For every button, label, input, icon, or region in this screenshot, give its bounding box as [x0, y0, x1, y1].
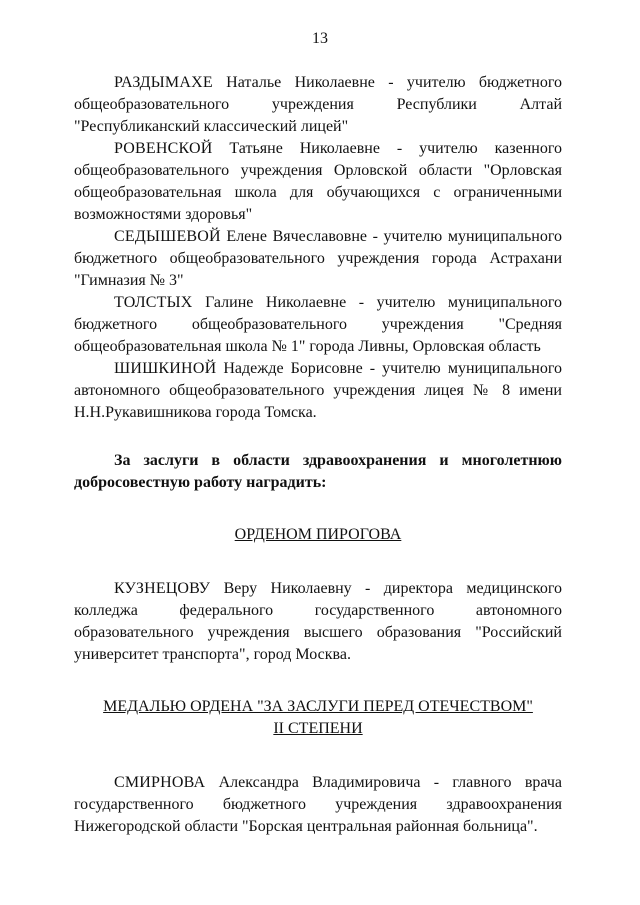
entry-surname: СМИРНОВА [114, 774, 206, 791]
award-entry [74, 72, 562, 138]
document-body [74, 72, 562, 838]
award-entry [74, 578, 562, 666]
entry-text: Веру Николаевну - директора медицинского колледжа федерального государственного автономного образовательного учреждения высшего образования "Российский университет транспорта", город Москва. [74, 580, 562, 663]
award-entry [74, 292, 562, 358]
entry-text: Елене Вячеславовне - учителю муниципального бюджетного общеобразовательного учреждения города Астрахани "Гимназия № 3" [74, 228, 562, 289]
page-number: 13 [312, 30, 328, 47]
award-entry [74, 138, 562, 226]
entry-surname: СЕДЫШЕВОЙ [114, 228, 221, 245]
entry-surname: ШИШКИНОЙ [114, 360, 217, 377]
section-heading: За заслуги в области здравоохранения и многолетнюю добросовестную работу наградить: [74, 452, 562, 491]
entry-text: Надежде Борисовне - учителю муниципального автономного общеобразовательного учреждения лицея № 8 имени Н.Н.Рукавишникова города Томска. [74, 360, 562, 421]
award-title-line2: II СТЕПЕНИ [273, 720, 363, 737]
award-title [74, 696, 562, 740]
entry-text: Александра Владимировича - главного врача государственного бюджетного учреждения здравоохранения Нижегородской области "Борская центральная районная больница". [74, 774, 562, 835]
award-entry [74, 358, 562, 424]
entry-text: Галине Николаевне - учителю муниципального бюджетного общеобразовательного учреждения "Средняя общеобразовательная школа № 1" города Ливны, Орловская область [74, 294, 562, 355]
entry-surname: ТОЛСТЫХ [114, 294, 193, 311]
entry-text: Наталье Николаевне - учителю бюджетного общеобразовательного учреждения Республики Алтай "Республиканский классический лицей" [74, 74, 562, 135]
entry-surname: РОВЕНСКОЙ [114, 140, 213, 157]
award-entry [74, 772, 562, 838]
award-title [74, 524, 562, 546]
entry-surname: КУЗНЕЦОВУ [114, 580, 211, 597]
award-entry [74, 226, 562, 292]
award-title-line1: МЕДАЛЬЮ ОРДЕНА "ЗА ЗАСЛУГИ ПЕРЕД ОТЕЧЕСТВОМ" [103, 698, 533, 715]
entry-text: Татьяне Николаевне - учителю казенного общеобразовательного учреждения Орловской области "Орловская общеобразовательная школа для обучающихся с ограниченными возможностями здоровья" [74, 140, 562, 223]
entry-surname: РАЗДЫМАХЕ [114, 74, 213, 91]
award-title-text: ОРДЕНОМ ПИРОГОВА [234, 526, 402, 543]
